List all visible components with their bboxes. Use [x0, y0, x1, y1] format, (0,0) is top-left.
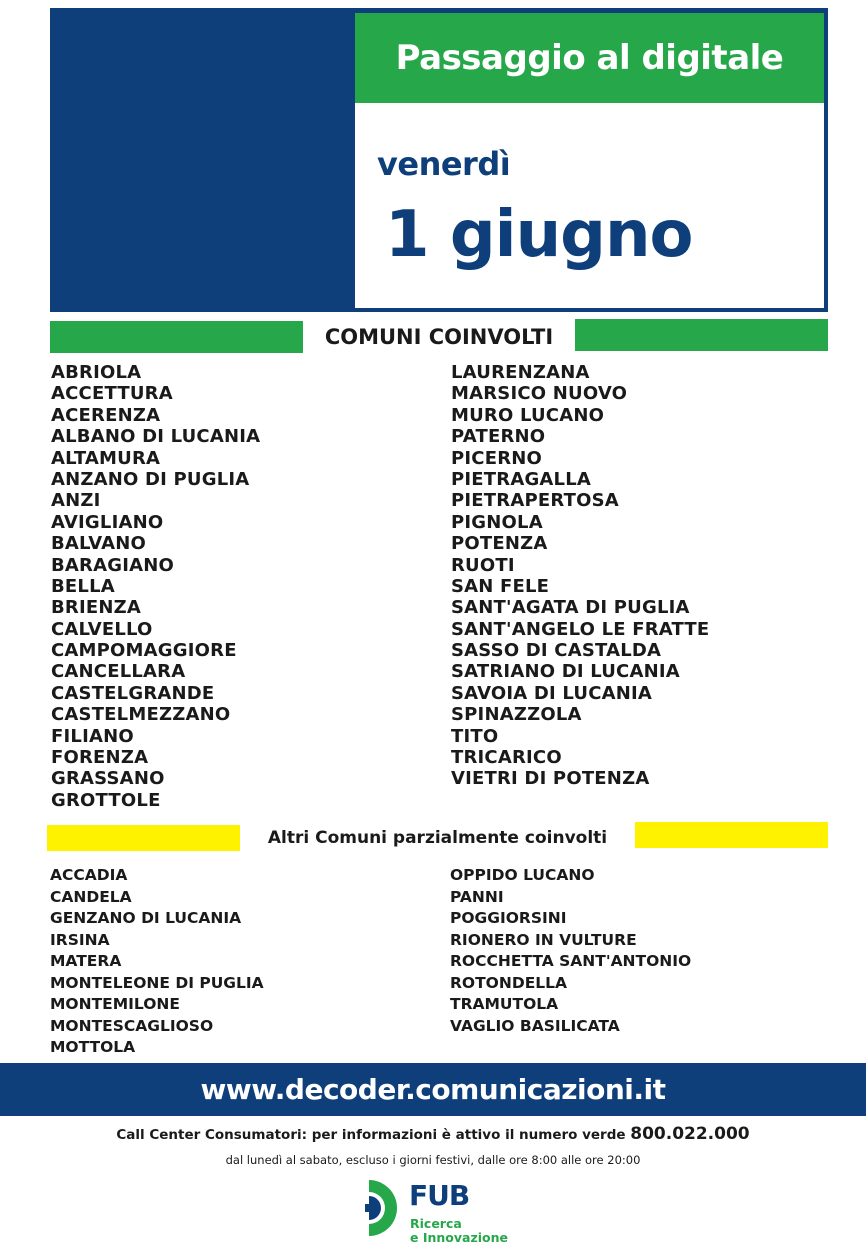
main-towns-right-list [451, 362, 709, 790]
town-list-item: RUOTI [451, 554, 515, 576]
town-list-item: AVIGLIANO [51, 511, 164, 533]
logo-tagline-line2: e Innovazione [410, 1230, 508, 1245]
town-list-item: CAMPOMAGGIORE [51, 640, 237, 662]
town-list-item: PIETRAPERTOSA [451, 490, 619, 512]
town-list-item: MATERA [50, 952, 122, 970]
town-list-item: SASSO DI CASTALDA [451, 640, 662, 662]
town-list-item: CASTELGRANDE [51, 682, 215, 704]
town-list-item: MARSICO NUOVO [451, 383, 628, 405]
date-panel [355, 103, 824, 308]
town-list-item: MOTTOLA [50, 1038, 136, 1056]
callcenter-line [0, 1124, 866, 1144]
town-list-item: ROTONDELLA [450, 973, 568, 992]
town-list-item: SPINAZZOLA [451, 704, 582, 726]
town-list-item: TITO [451, 725, 499, 747]
town-list-item: CASTELMEZZANO [51, 704, 231, 726]
town-list-item: MONTELEONE DI PUGLIA [50, 973, 264, 992]
hours-info: dal lunedì al sabato, escluso i giorni festivi, dalle ore 8:00 alle ore 20:00 [225, 1153, 641, 1167]
town-list-item: CANCELLARA [51, 661, 186, 683]
town-list-item: PATERNO [451, 426, 546, 448]
town-list-item: ANZI [51, 490, 101, 512]
town-list-item: GENZANO DI LUCANIA [50, 909, 242, 927]
logo-tagline-line1: Ricerca [410, 1216, 462, 1231]
town-list-item: ANZANO DI PUGLIA [51, 468, 250, 490]
town-list-item: BRIENZA [51, 597, 142, 619]
town-list-item: ACCETTURA [51, 383, 173, 405]
partial-section-bar-left [47, 825, 240, 851]
town-list-item: ALTAMURA [51, 447, 161, 469]
town-list-item: TRAMUTOLA [450, 995, 559, 1013]
town-list-item: SAVOIA DI LUCANIA [451, 682, 653, 704]
town-list-item: VAGLIO BASILICATA [450, 1016, 620, 1035]
town-list-item: CALVELLO [51, 618, 153, 640]
town-list-item: ACERENZA [51, 404, 161, 426]
town-list-item: FORENZA [51, 747, 149, 769]
town-list-item: ACCADIA [50, 866, 128, 884]
town-list-item: VIETRI DI POTENZA [451, 768, 650, 790]
town-list-item: GROTTOLE [51, 789, 161, 811]
section-bar-left [50, 321, 303, 353]
town-list-item: IRSINA [50, 930, 110, 949]
town-list-item: BALVANO [51, 533, 147, 555]
fub-logo [365, 1174, 515, 1250]
website-link[interactable]: www.decoder.comunicazioni.it [0, 1063, 866, 1116]
town-list-item: ROCCHETTA SANT'ANTONIO [450, 952, 692, 970]
header-title: Passaggio al digitale [355, 13, 824, 103]
section-bar-right [575, 319, 828, 351]
partial-towns-left-list [50, 865, 264, 1059]
town-list-item: MONTEMILONE [50, 995, 180, 1013]
partial-towns-right-list [450, 865, 691, 1037]
main-towns-left-list [51, 362, 260, 811]
town-list-item: CANDELA [50, 887, 132, 906]
town-list-item: SAN FELE [451, 575, 550, 597]
town-list-item: PICERNO [451, 447, 543, 469]
town-list-item: MONTESCAGLIOSO [50, 1016, 214, 1035]
town-list-item: SANT'AGATA DI PUGLIA [451, 597, 690, 619]
partial-section-bar-right [635, 822, 828, 848]
town-list-item: BELLA [51, 575, 115, 597]
town-list-item: PIETRAGALLA [451, 468, 592, 490]
fub-logo-icon [365, 1176, 409, 1240]
town-list-item: RIONERO IN VULTURE [450, 930, 637, 949]
town-list-item: BARAGIANO [51, 554, 175, 576]
town-list-item: POTENZA [451, 533, 548, 555]
town-list-item: PIGNOLA [451, 511, 543, 533]
callcenter-number: 800.022.000 [630, 1124, 750, 1144]
town-list-item: OPPIDO LUCANO [450, 866, 595, 884]
section-title-main: COMUNI COINVOLTI [324, 325, 554, 349]
date-day: 1 giugno [385, 198, 693, 272]
town-list-item: GRASSANO [51, 768, 165, 790]
section-title-partial: Altri Comuni parzialmente coinvolti [267, 828, 608, 848]
town-list-item: LAURENZANA [451, 362, 590, 383]
town-list-item: PANNI [450, 887, 504, 906]
town-list-item: SATRIANO DI LUCANIA [451, 661, 680, 683]
logo-name: FUB [409, 1179, 470, 1212]
town-list-item: ALBANO DI LUCANIA [51, 426, 261, 448]
town-list-item: FILIANO [51, 725, 134, 747]
town-list-item: SANT'ANGELO LE FRATTE [451, 618, 710, 640]
date-weekday: venerdì [377, 145, 511, 183]
town-list-item: MURO LUCANO [451, 404, 605, 426]
town-list-item: ABRIOLA [51, 362, 142, 383]
town-list-item: POGGIORSINI [450, 909, 567, 927]
town-list-item: TRICARICO [451, 747, 562, 769]
callcenter-text: Call Center Consumatori: per informazioni è attivo il numero verde [116, 1127, 626, 1143]
